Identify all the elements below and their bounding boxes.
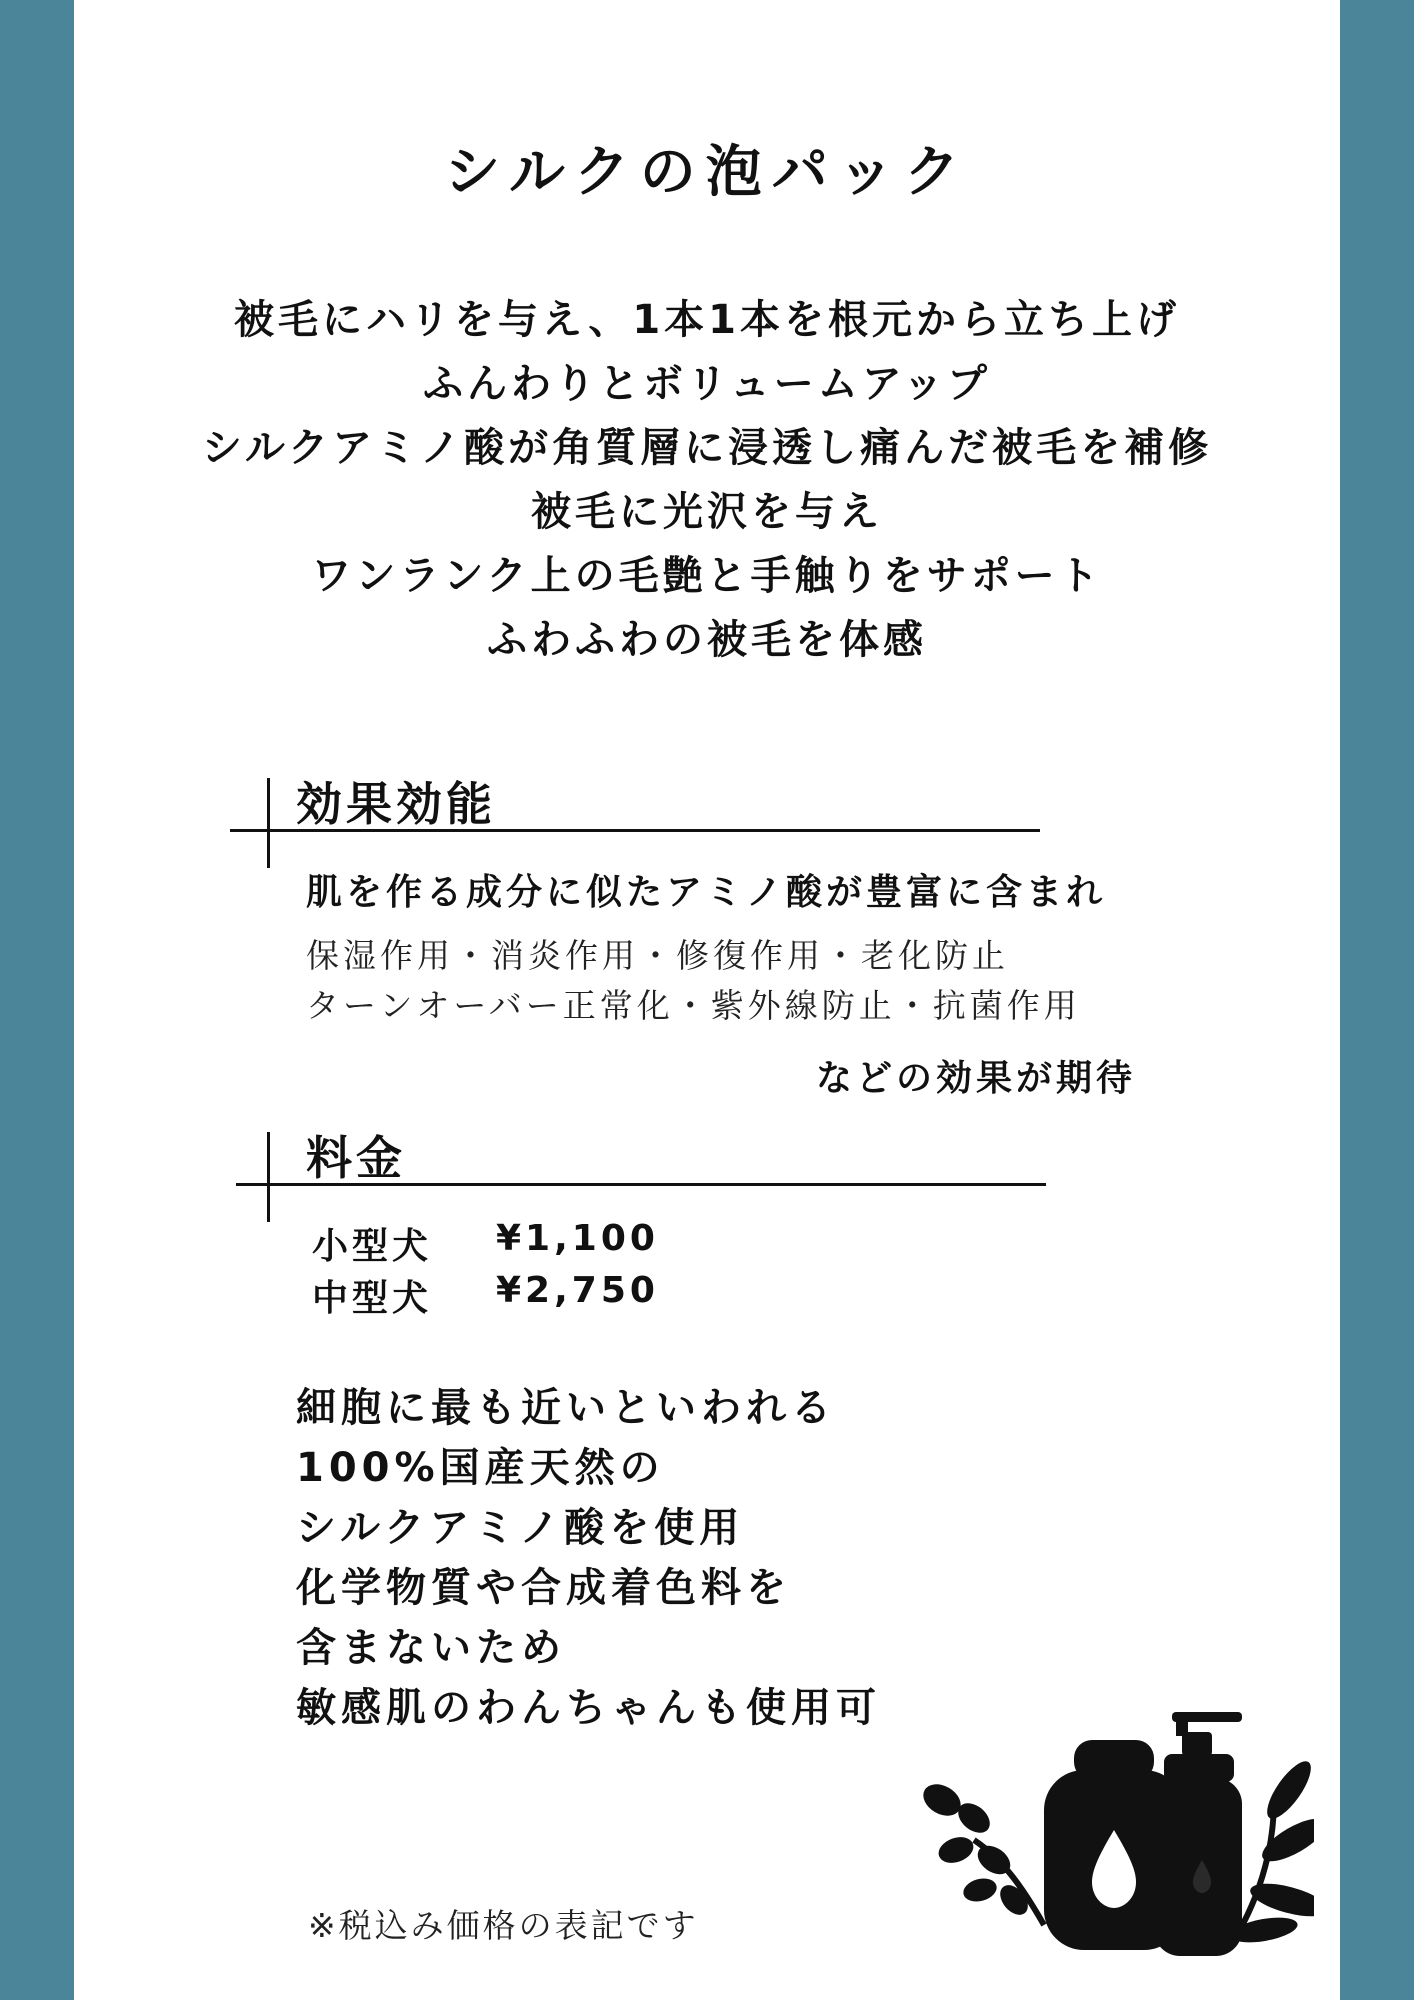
description-line: 含まないため [296, 1625, 566, 1671]
intro-line: 被毛に光沢を与え [531, 489, 883, 535]
description [296, 1378, 881, 1738]
intro-text [74, 288, 1340, 672]
tax-note: ※税込み価格の表記です [308, 1906, 699, 1945]
effects-heading: 効果効能 [296, 777, 496, 831]
pricing-heading: 料金 [306, 1131, 406, 1185]
intro-line: 被毛にハリを与え、1本1本を根元から立ち上げ [233, 297, 1181, 343]
description-line: 100%国産天然の [296, 1445, 665, 1491]
intro-line: シルクアミノ酸が角質層に浸透し痛んだ被毛を補修 [201, 425, 1213, 471]
description-line: 化学物質や合成着色料を [296, 1565, 791, 1611]
effects-heading-marker [267, 778, 270, 868]
intro-line: ワンランク上の毛艶と手触りをサポート [311, 553, 1103, 599]
page-title: シルクの泡パック [444, 140, 970, 205]
intro-line: ふんわりとボリュームアップ [423, 361, 991, 407]
price-value: ¥1,100 [496, 1218, 659, 1259]
menu-card [74, 0, 1340, 2000]
cosmetic-bottles-with-leaves-icon [914, 1700, 1314, 1960]
pricing-heading-marker [267, 1132, 270, 1222]
effects-closing: などの効果が期待 [816, 1058, 1137, 1099]
description-line: 細胞に最も近いといわれる [296, 1385, 836, 1431]
description-line: 敏感肌のわんちゃんも使用可 [296, 1685, 881, 1731]
price-value: ¥2,750 [496, 1270, 659, 1311]
price-label: 中型犬 [312, 1278, 433, 1319]
effects-item: 保湿作用・消炎作用・修復作用・老化防止 [306, 936, 1009, 975]
price-row-medium [312, 1270, 659, 1321]
price-row-small [312, 1218, 659, 1269]
effects-lead: 肌を作る成分に似たアミノ酸が豊富に含まれ [306, 872, 1107, 913]
effects-item: ターンオーバー正常化・紫外線防止・抗菌作用 [306, 986, 1081, 1025]
description-line: シルクアミノ酸を使用 [296, 1505, 745, 1551]
price-label: 小型犬 [312, 1226, 433, 1267]
intro-line: ふわふわの被毛を体感 [487, 617, 927, 663]
